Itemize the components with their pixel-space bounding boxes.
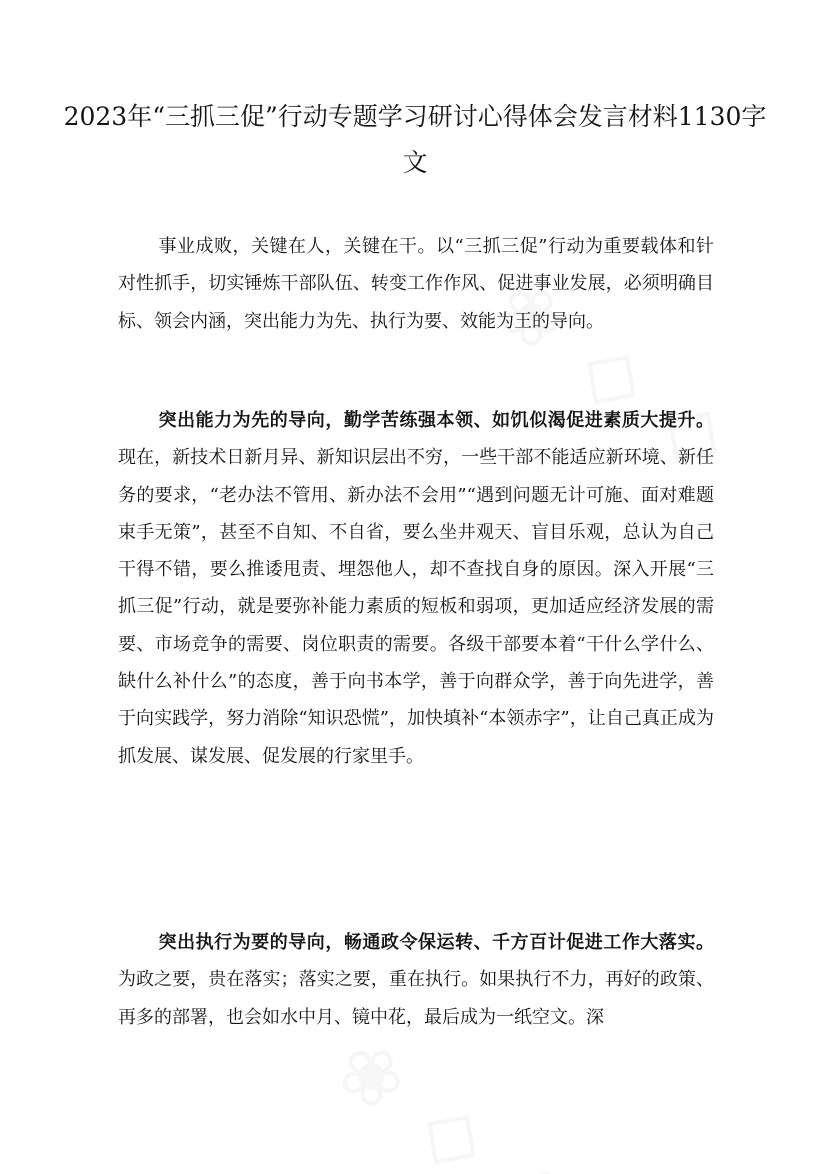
paragraph-text: 现在，新技术日新月异、新知识层出不穷，一些干部不能适应新环境、新任务的要求，“老办法不管用、新办法不会用”“遇到问题无计可施、面对难题束手无策”，甚至不自知、不自省，要么坐井观天、盲目乐观，总认为自己干得不错，要么推诿甩责、埋怨他人，却不查找自身的原因。深入开展“三抓三促”行动，就是要弥补能力素质的短板和弱项，更加适应经济发展的需要、市场竞争的需要、岗位职责的需要。各级干部要本着“干什么学什么、缺什么补什么”的态度，善于向书本学，善于向群众学，善于向先进学，善于向实践学，努力消除“知识恐慌”，加快填补“本领赤字”，让自己真正成为抓发展、谋发展、促发展的行家里手。 [118, 447, 714, 767]
paragraph-text: 事业成败，关键在人，关键在干。以“三抓三促”行动为重要载体和针对性抓手，切实锤炼干部队伍、转变工作作风、促进事业发展，必须明确目标、领会内涵，突出能力为先、执行为要、效能为王的导向。 [118, 236, 714, 332]
paragraph-text: 为政之要，贵在落实；落实之要，重在执行。如果执行不力，再好的政策、再多的部署，也会如水中月、镜中花，最后成为一纸空文。深 [118, 969, 714, 1028]
paragraph-execution [118, 924, 714, 1036]
document-title: 2023年“三抓三促”行动专题学习研讨心得体会发言材料1130字文 [63, 102, 767, 177]
paragraph-lead: 突出能力为先的导向，勤学苦练强本领、如饥似渴促进素质大提升。 [158, 410, 714, 431]
paragraph-intro [118, 228, 714, 340]
watermark [319, 1021, 591, 1174]
paragraph-lead: 突出执行为要的导向，畅通政令保运转、千方百计促进工作大落实。 [158, 932, 714, 953]
paragraph-ability [118, 402, 714, 775]
